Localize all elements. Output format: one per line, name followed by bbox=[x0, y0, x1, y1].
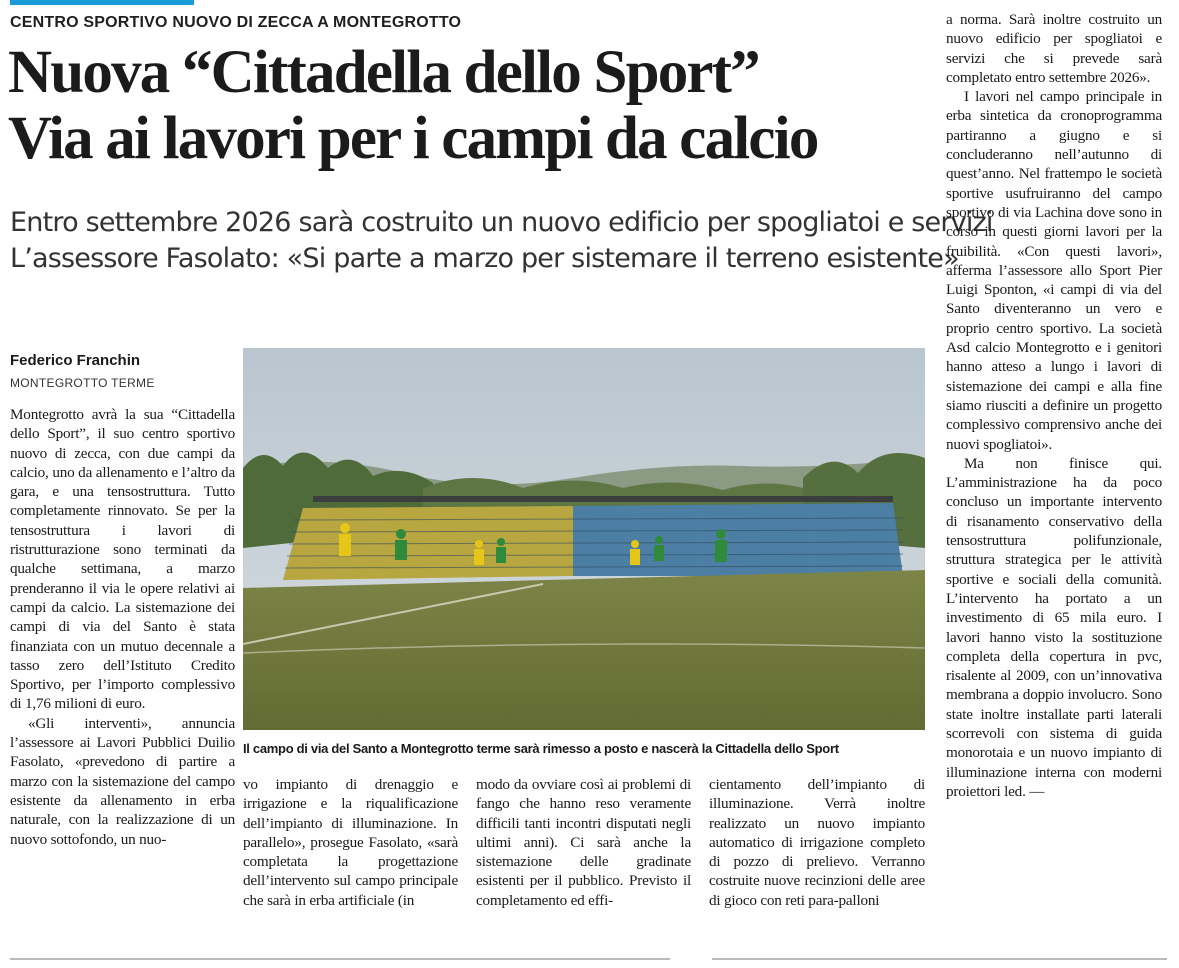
bottom-divider bbox=[10, 958, 670, 960]
article-column-3 bbox=[476, 775, 691, 910]
paragraph: I lavori nel campo principale in erba sintetica da cronoprogramma partiranno a giugno e si concluderanno nell’autunno di quest’anno. Nel frattempo le società sportive usufruiranno del campo sportivo di via Lachina dove sono in corso in questi giorni lavori per la fruibilità. «Con questi lavori», afferma l’assessore allo Sport Pier Luigi Sponton, «i campi di via del Santo diventeranno un vero e proprio centro sportivo. La società Asd calcio Montegrotto e i genitori hanno atteso a lungo i lavori di sistemazione dei campi e alla fine siamo riusciti a definire un progetto complessivo comprensivo anche dei nuovi spogliatoi». bbox=[946, 88, 1162, 453]
kicker: CENTRO SPORTIVO NUOVO DI ZECCA A MONTEGROTTO bbox=[10, 14, 462, 31]
dateline-location: MONTEGROTTO TERME bbox=[10, 376, 155, 390]
headline-line-1: Nuova “Cittadella dello Sport” bbox=[8, 39, 759, 106]
article-column-5 bbox=[946, 10, 1162, 801]
paragraph: Montegrotto avrà la sua “Cittadella dello Sport”, il suo centro sportivo nuovo di zecca, con due campi da calcio, uno da allenamento e l’altro da gara, e una tensostruttura. Tutto completamente rinnovato. Se per la tensostruttura i lavori di ristrutturazione sono terminati da qualche settimana, a marzo prenderanno il via le opere relativi ai campi da calcio. La sistemazione dei campi di via del Santo è stata finanziata con un mutuo decennale a tasso zero dell’Istituto Credito Sportivo, per l’importo complessivo di 1,76 milioni di euro. bbox=[10, 406, 235, 713]
paragraph: modo da ovviare così ai problemi di fango che hanno reso veramente difficili tanti incontri disputati negli ultimi anni). Ci sarà anche la sistemazione delle gradinate esistenti per il pubblico. Previsto il completamento ed effi- bbox=[476, 776, 691, 909]
paragraph: Ma non finisce qui. L’amministrazione ha da poco concluso un importante intervento di risanamento conservativo della tensostruttura polifunzionale, struttura strategica per le attività sportive e sociali della comunità. L’intervento ha portato a un investimento di 65 mila euro. I lavori hanno visto la sostituzione completa della copertura in pvc, risalente al 2009, con un’innovativa membrana a doppio involucro. Sono state inoltre installate parti laterali scorrevoli con sistema di guida monorotaia e un nuovo impianto di illuminazione interna con moderni proiettori led. — bbox=[946, 454, 1162, 800]
subhead-line-1: Entro settembre 2026 sarà costruito un nuovo edificio per spogliatoi e servizi bbox=[10, 207, 993, 238]
headline bbox=[8, 40, 938, 172]
subheadline bbox=[10, 205, 993, 277]
article-column-1 bbox=[10, 405, 235, 849]
paragraph: cientamento dell’impianto di illuminazione. Verrà inoltre realizzato un nuovo impianto automatico di irrigazione completo di pozzo di prelievo. Verranno costruite nuove recinzioni delle aree di gioco con reti para-palloni bbox=[709, 776, 925, 909]
article-column-4 bbox=[709, 775, 925, 910]
accent-bar bbox=[10, 0, 194, 5]
paragraph: vo impianto di drenaggio e irrigazione e la riqualificazione dell’impianto di illuminazione. In parallelo», prosegue Fasolato, «sarà completata la progettazione dell’intervento sul campo principale che sarà in erba artificiale (in bbox=[243, 776, 458, 909]
paragraph: a norma. Sarà inoltre costruito un nuovo edificio per spogliatoi e servizi che si prevede sarà completato entro settembre 2026». bbox=[946, 11, 1162, 86]
photo-caption: Il campo di via del Santo a Montegrotto terme sarà rimesso a posto e nascerà la Cittadella dello Sport bbox=[243, 741, 839, 756]
football-field-photo bbox=[243, 348, 925, 730]
article-column-2 bbox=[243, 775, 458, 910]
bottom-divider bbox=[712, 958, 1167, 960]
author-name: Federico Franchin bbox=[10, 352, 141, 369]
byline bbox=[10, 352, 235, 392]
headline-line-2: Via ai lavori per i campi da calcio bbox=[8, 105, 818, 172]
football-field-illustration bbox=[243, 348, 925, 730]
paragraph: «Gli interventi», annuncia l’assessore ai Lavori Pubblici Duilio Fasolato, «prevedono di partire a marzo con la sistemazione del campo esistente da allenamento in erba naturale, con la realizzazione di un nuovo sottofondo, un nuo- bbox=[10, 714, 235, 848]
subhead-line-2: L’assessore Fasolato: «Si parte a marzo per sistemare il terreno esistente» bbox=[10, 243, 959, 274]
